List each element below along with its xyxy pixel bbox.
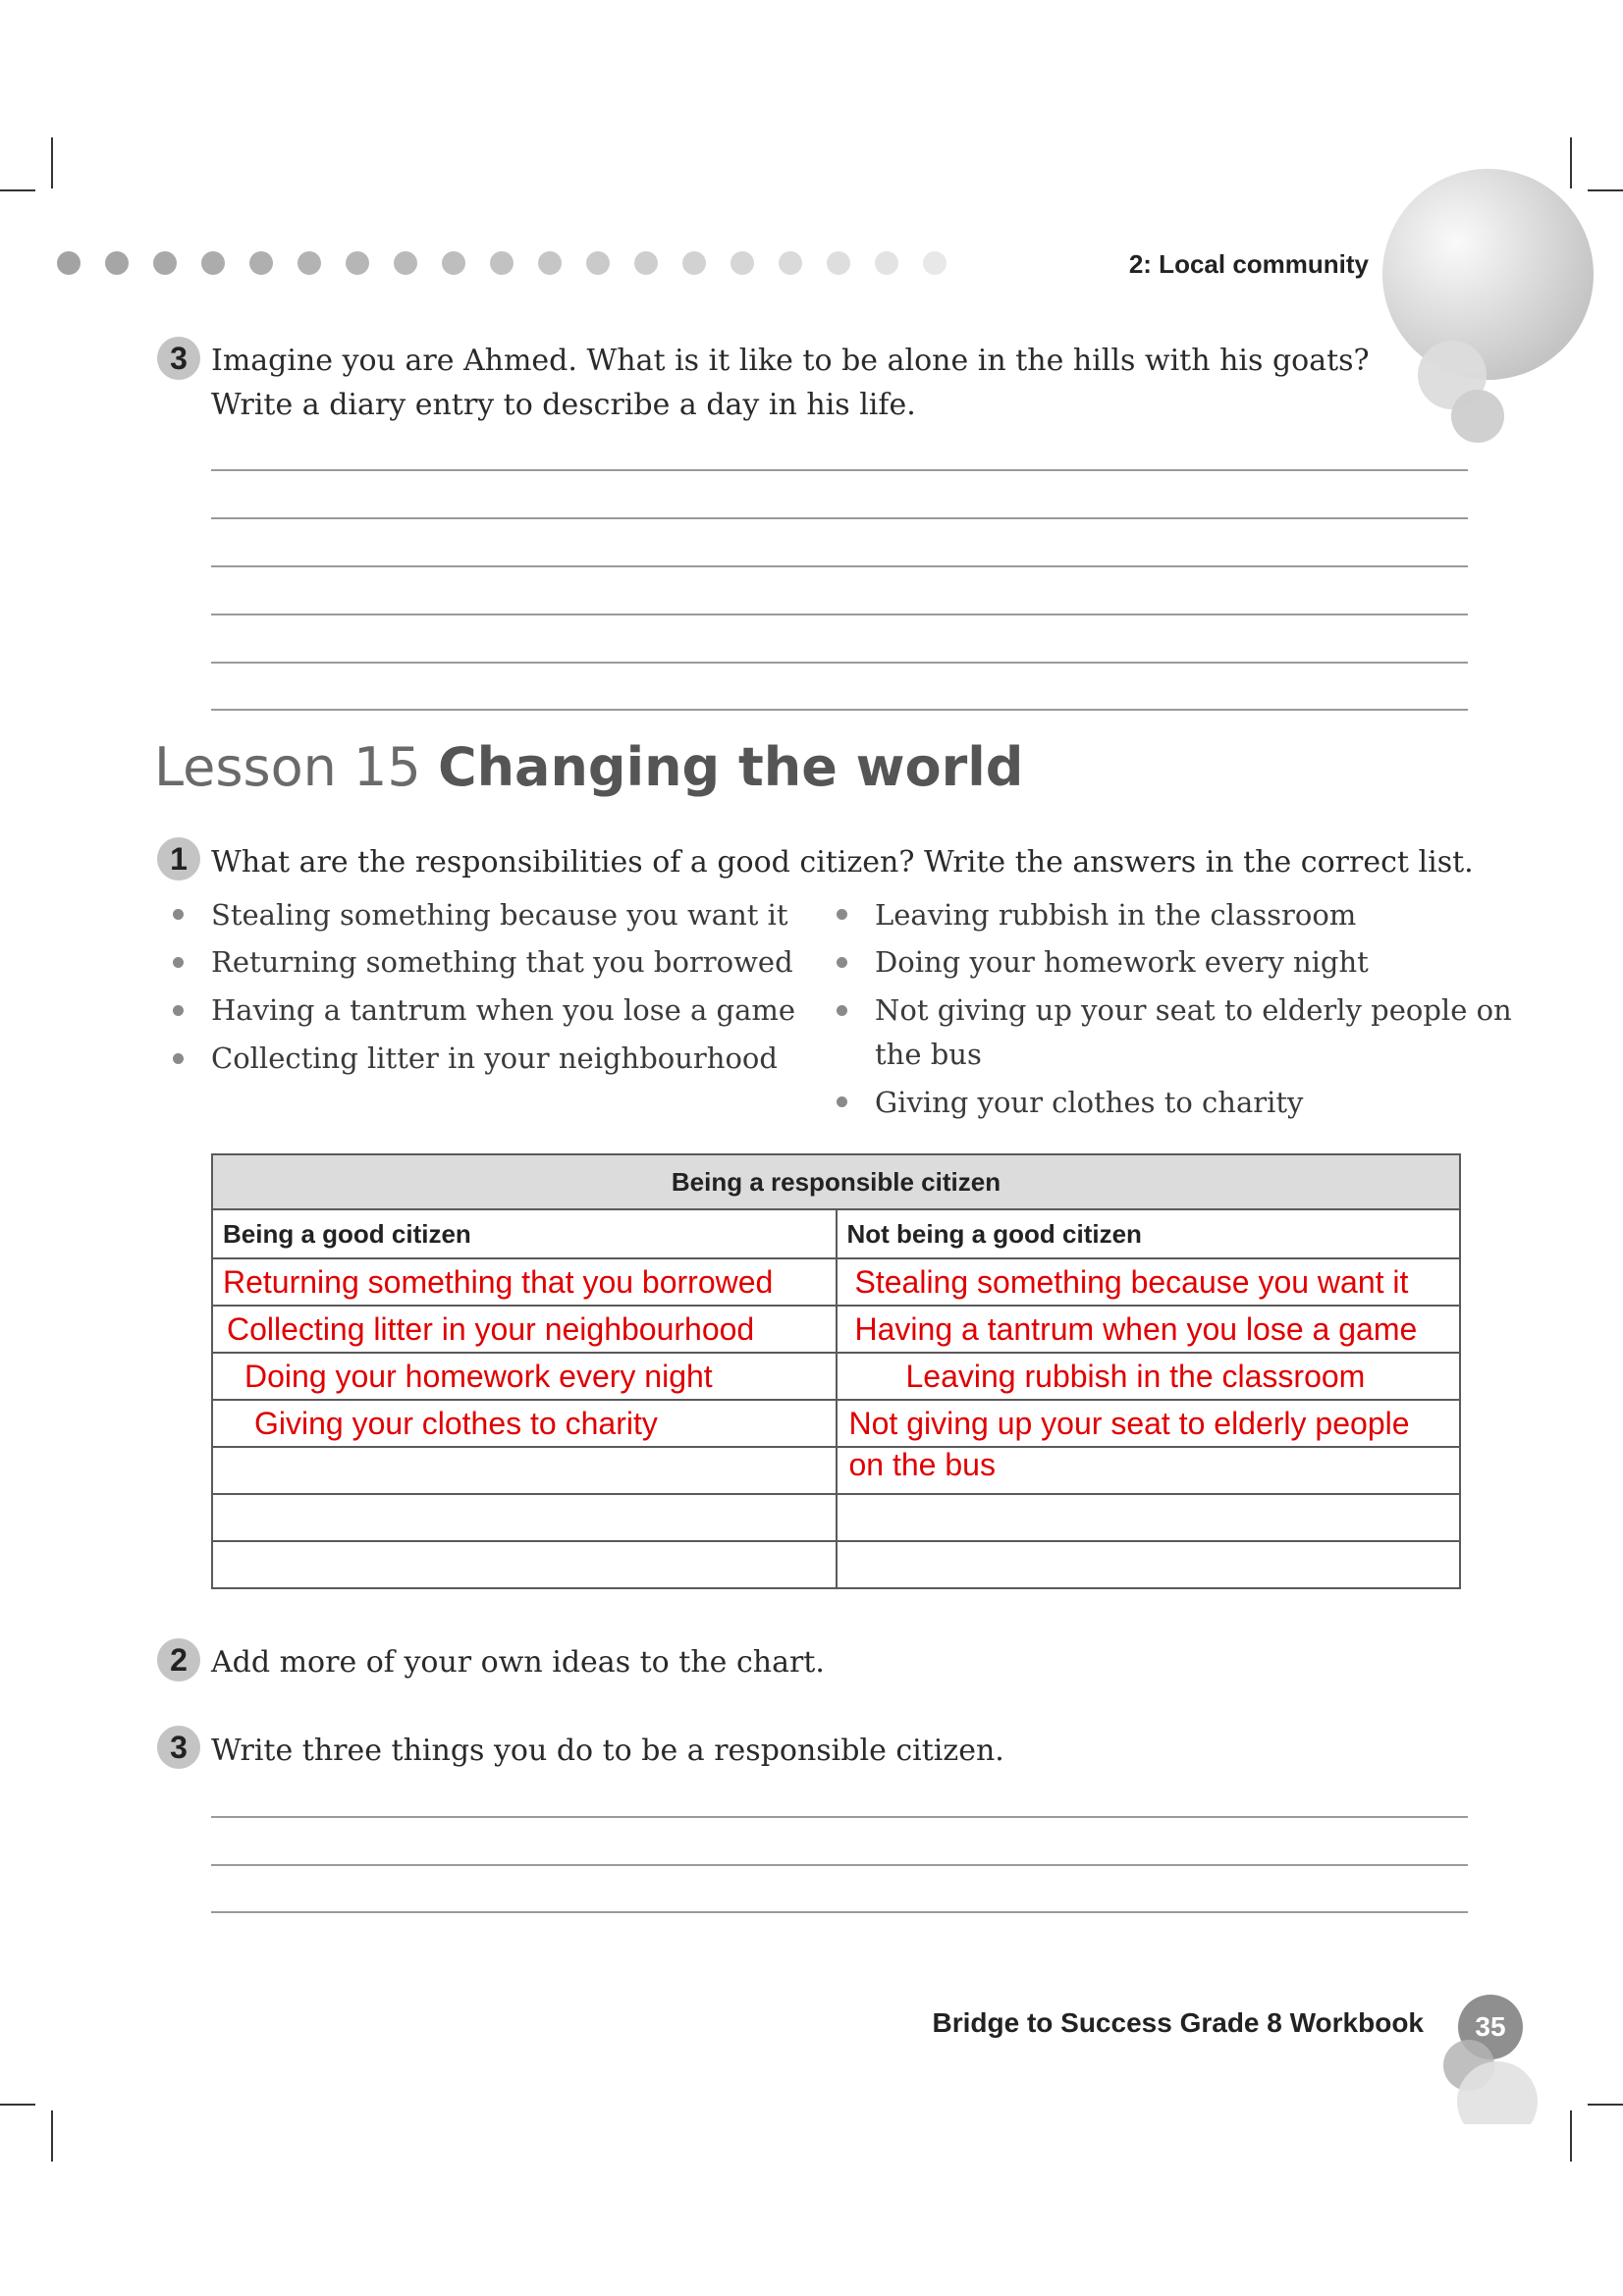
handwritten-answer: Not giving up your seat to elderly people [848,1406,1410,1441]
table-row [212,1494,1460,1541]
page-number: 35 [1458,1995,1523,2059]
decor-circle-medium [1457,2061,1538,2142]
crop-mark [51,137,53,188]
crop-mark [1588,2104,1623,2106]
table-row [212,1541,1460,1588]
question-number-badge: 3 [157,1726,200,1769]
option-item: Returning something that you borrowed [211,945,793,979]
table-caption: Being a responsible citizen [212,1154,1460,1209]
option-item: Giving your clothes to charity [875,1086,1304,1119]
handwritten-answer: Stealing something because you want it [854,1264,1409,1300]
handwritten-answer: on the bus [848,1447,996,1482]
answer-cell-bad[interactable] [837,1258,1461,1306]
decor-circle-small [1451,390,1504,443]
answer-cell-bad[interactable] [837,1400,1461,1447]
answer-cell-good[interactable] [212,1306,837,1353]
lesson-heading [154,736,1023,798]
crop-mark [1570,137,1572,188]
column-header-bad: Not being a good citizen [837,1209,1461,1258]
crop-mark [0,2104,35,2106]
option-item: Stealing something because you want it [211,898,788,932]
question-text: Write a diary entry to describe a day in his life. [211,388,916,422]
answer-cell-bad[interactable] [837,1494,1461,1541]
table-row [212,1447,1460,1494]
handwritten-answer: Returning something that you borrowed [223,1264,774,1300]
decor-circle-large [1382,169,1594,380]
table-row [212,1353,1460,1400]
question-number-badge: 3 [157,337,200,380]
responsible-citizen-table [211,1153,1461,1589]
table-row [212,1258,1460,1306]
answer-cell-bad[interactable] [837,1306,1461,1353]
answer-cell-good[interactable] [212,1353,837,1400]
answer-cell-good[interactable] [212,1258,837,1306]
option-item: Leaving rubbish in the classroom [875,898,1357,932]
option-item-continued: the bus [875,1038,982,1071]
answer-cell-bad[interactable] [837,1353,1461,1400]
answer-cell-bad[interactable] [837,1541,1461,1588]
handwritten-answer: Doing your homework every night [244,1359,713,1394]
table-row [212,1400,1460,1447]
handwritten-answer: Having a tantrum when you lose a game [854,1311,1418,1347]
question-number-badge: 2 [157,1638,200,1682]
table-row [212,1306,1460,1353]
answer-cell-good[interactable] [212,1447,837,1494]
question-text: Imagine you are Ahmed. What is it like to be alone in the hills with his goats? [211,344,1370,378]
handwritten-answer: Giving your clothes to charity [254,1406,658,1441]
option-item: Collecting litter in your neighbourhood [211,1041,778,1075]
answer-cell-good[interactable] [212,1494,837,1541]
question-text: Write three things you do to be a responsible citizen. [211,1734,1004,1768]
question-number-badge: 1 [157,837,200,881]
answer-cell-good[interactable] [212,1400,837,1447]
question-text: Add more of your own ideas to the chart. [211,1645,825,1680]
lesson-number: Lesson 15 [154,736,421,798]
answer-cell-bad[interactable] [837,1447,1461,1494]
option-item: Doing your homework every night [875,945,1369,979]
book-title: Bridge to Success Grade 8 Workbook [932,2007,1424,2038]
column-header-good: Being a good citizen [212,1209,837,1258]
handwritten-answer: Leaving rubbish in the classroom [905,1359,1366,1394]
option-item: Not giving up your seat to elderly people on [875,993,1512,1027]
question-text: What are the responsibilities of a good citizen? Write the answers in the correct list. [211,845,1474,880]
answer-cell-good[interactable] [212,1541,837,1588]
chapter-title: 2: Local community [1128,249,1369,279]
lesson-title: Changing the world [437,736,1024,798]
crop-mark [1588,189,1623,191]
crop-mark [51,2110,53,2162]
option-item: Having a tantrum when you lose a game [211,993,796,1027]
crop-mark [0,189,35,191]
handwritten-answer: Collecting litter in your neighbourhood [227,1311,755,1347]
crop-mark [1570,2110,1572,2162]
